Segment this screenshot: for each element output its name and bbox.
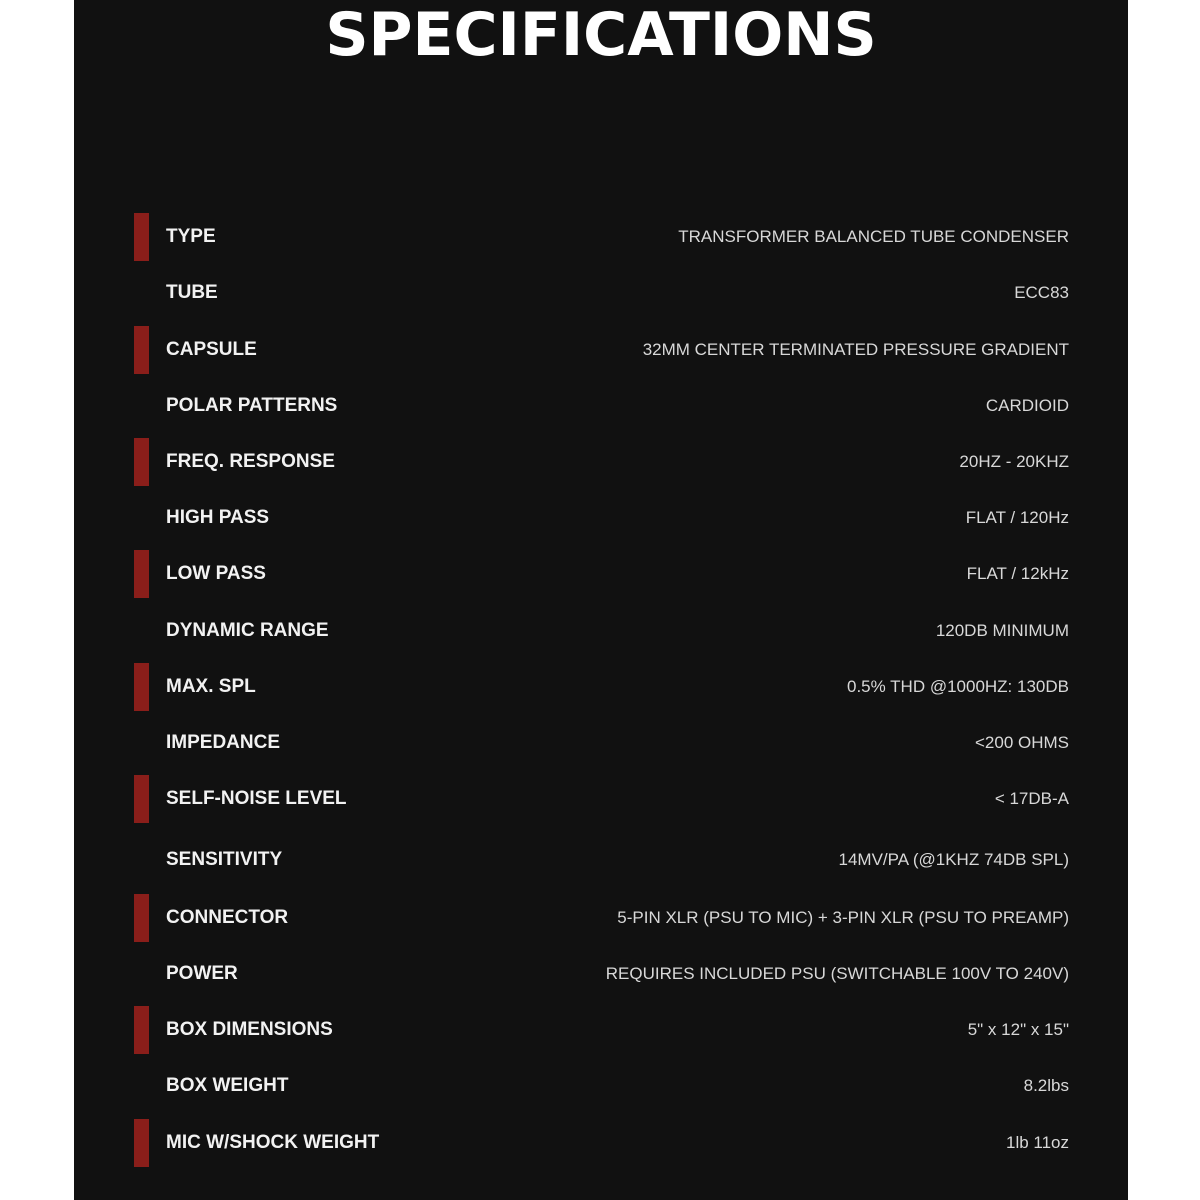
spec-row — [134, 1062, 1069, 1112]
spec-value: 20HZ - 20KHZ — [959, 452, 1069, 471]
spec-row — [134, 494, 1069, 544]
row-marker-bar — [134, 894, 149, 942]
spec-row — [134, 269, 1069, 319]
spec-label: SENSITIVITY — [166, 849, 283, 870]
row-marker-bar — [134, 326, 149, 374]
spec-row — [134, 836, 1069, 886]
row-marker-bar — [134, 550, 149, 598]
spec-label: IMPEDANCE — [166, 732, 281, 753]
spec-row — [134, 894, 1069, 944]
spec-label: HIGH PASS — [166, 507, 270, 528]
spec-value: 8.2lbs — [1023, 1076, 1069, 1095]
spec-label: BOX WEIGHT — [166, 1075, 289, 1096]
spec-row — [134, 607, 1069, 657]
spec-row — [134, 663, 1069, 713]
spec-value: 120DB MINIMUM — [935, 621, 1069, 640]
row-marker-bar — [134, 1006, 149, 1054]
spec-value: 5" x 12" x 15" — [967, 1020, 1069, 1039]
row-marker-bar — [134, 663, 149, 711]
spec-row — [134, 550, 1069, 600]
row-marker-bar — [134, 775, 149, 823]
spec-value: FLAT / 12kHz — [966, 564, 1069, 583]
spec-value: CARDIOID — [985, 396, 1069, 415]
spec-row — [134, 775, 1069, 825]
specifications-panel — [74, 0, 1128, 1200]
spec-value: ECC83 — [1014, 283, 1069, 302]
spec-row — [134, 382, 1069, 432]
spec-value: <200 OHMS — [974, 733, 1069, 752]
row-marker-bar — [134, 1119, 149, 1167]
spec-label: MIC W/SHOCK WEIGHT — [166, 1132, 380, 1153]
spec-value: 5-PIN XLR (PSU TO MIC) + 3-PIN XLR (PSU TO PREAMP) — [617, 908, 1069, 927]
spec-row — [134, 438, 1069, 488]
spec-value: 32MM CENTER TERMINATED PRESSURE GRADIENT — [642, 340, 1069, 359]
spec-label: MAX. SPL — [166, 676, 256, 697]
spec-label: SELF-NOISE LEVEL — [166, 788, 347, 809]
spec-value: 14MV/PA (@1KHZ 74DB SPL) — [838, 850, 1069, 869]
spec-row — [134, 1119, 1069, 1169]
row-marker-bar — [134, 213, 149, 261]
spec-value: 1lb 11oz — [1005, 1133, 1069, 1152]
spec-value: < 17DB-A — [994, 789, 1069, 808]
spec-label: CAPSULE — [166, 339, 257, 360]
spec-value: FLAT / 120Hz — [965, 508, 1069, 527]
spec-label: CONNECTOR — [166, 907, 289, 928]
spec-row — [134, 719, 1069, 769]
spec-value: REQUIRES INCLUDED PSU (SWITCHABLE 100V TO 240V) — [605, 964, 1069, 983]
spec-row — [134, 950, 1069, 1000]
spec-label: BOX DIMENSIONS — [166, 1019, 333, 1040]
spec-label: POWER — [166, 963, 238, 984]
spec-value: 0.5% THD @1000HZ: 130DB — [847, 677, 1069, 696]
row-marker-bar — [134, 438, 149, 486]
spec-row — [134, 1006, 1069, 1056]
spec-label: LOW PASS — [166, 563, 266, 584]
spec-label: POLAR PATTERNS — [166, 395, 338, 416]
spec-row — [134, 213, 1069, 263]
spec-label: TYPE — [166, 226, 216, 247]
spec-value: TRANSFORMER BALANCED TUBE CONDENSER — [678, 227, 1069, 246]
spec-label: FREQ. RESPONSE — [166, 451, 335, 472]
spec-label: DYNAMIC RANGE — [166, 620, 329, 641]
page-title: SPECIFICATIONS — [325, 0, 877, 70]
spec-row — [134, 326, 1069, 376]
spec-label: TUBE — [166, 282, 218, 303]
